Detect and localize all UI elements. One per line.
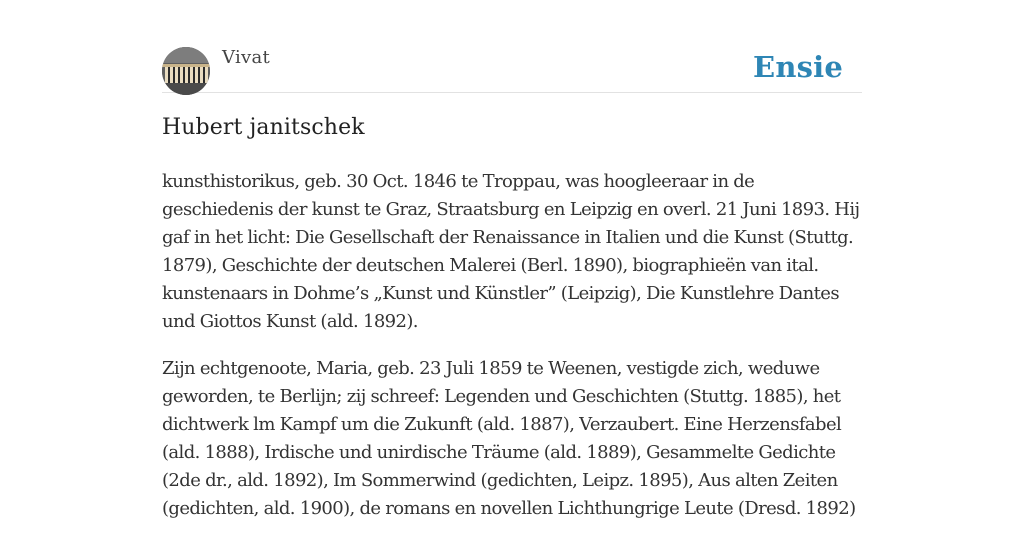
page-header — [162, 46, 862, 93]
page-title: Hubert janitschek — [162, 115, 365, 140]
article-body — [162, 168, 868, 542]
brand-logo[interactable]: Ensie — [753, 50, 843, 84]
avatar[interactable] — [162, 47, 210, 95]
article-paragraph: Zijn echtgenoote, Maria, geb. 23 Juli 1859 te Weenen, vestigde zich, weduwe geworden, te Berlijn; zij schreef: Legenden und Geschichten (Stuttg. 1885), het dichtwerk lm Kampf um die Zukunft (ald. 1887), Verzaubert. Eine Herzensfabel (ald. 1888), Irdische und unirdische Träume (ald. 1889), Gesammelte Gedichte (2de dr., ald. 1892), Im Sommerwind (gedichten, Leipz. 1895), Aus alten Zeiten (gedichten, ald. 1900), de romans en novellen Lichthungrige Leute (Dresd. 1892) — [162, 358, 856, 519]
article-paragraph: kunsthistorikus, geb. 30 Oct. 1846 te Troppau, was hoogleeraar in de geschiedenis der kunst te Graz, Straatsburg en Leipzig en overl. 21 Juni 1893. Hij gaf in het licht: Die Gesellschaft der Renaissance in Italien und die Kunst (Stuttg. 1879), Geschichte der deutschen Malerei (Berl. 1890), biographieën van ital. kunstenaars in Dohme’s „Kunst und Künstler” (Leipzig), Die Kunstlehre Dantes und Giottos Kunst (ald. 1892). — [162, 171, 860, 332]
author-name[interactable]: Vivat — [222, 47, 271, 68]
avatar-image — [162, 47, 210, 95]
